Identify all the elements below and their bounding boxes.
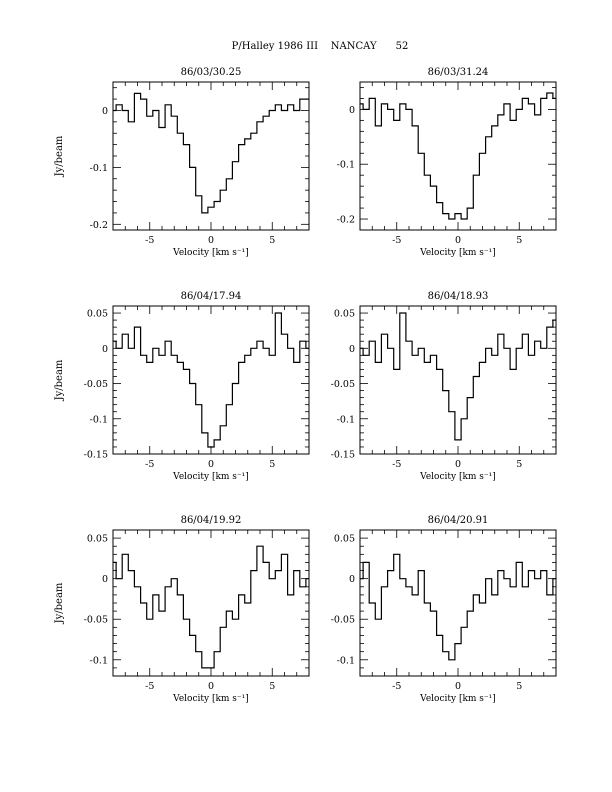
panel-5 <box>54 515 309 704</box>
x-tick-label: 5 <box>269 459 276 470</box>
y-tick-label: 0.05 <box>86 308 108 320</box>
spectrum-series <box>360 93 556 219</box>
x-tick-label: 0 <box>454 681 462 692</box>
y-tick-label: -0.1 <box>336 655 355 667</box>
x-tick-label: 5 <box>516 235 523 246</box>
y-axis-label: Jy/beam <box>54 359 65 401</box>
x-tick-label: -5 <box>145 459 155 470</box>
plot-frame <box>360 306 556 454</box>
panel-3 <box>54 291 309 482</box>
x-tick-label: 0 <box>207 459 215 470</box>
page-title: P/Halley 1986 III NANCAY 52 <box>231 41 409 52</box>
panel-title: 86/03/31.24 <box>427 67 489 78</box>
x-tick-label: 0 <box>454 235 462 246</box>
x-tick-label: 5 <box>516 681 523 692</box>
panel-4 <box>331 291 556 482</box>
y-tick-label: 0 <box>101 574 108 586</box>
panel-title: 86/04/17.94 <box>180 291 242 302</box>
panel-title: 86/04/19.92 <box>180 515 242 526</box>
y-tick-label: 0 <box>101 343 108 355</box>
y-tick-label: -0.1 <box>336 414 355 426</box>
x-tick-label: -5 <box>145 681 155 692</box>
y-tick-label: -0.05 <box>330 379 355 391</box>
y-tick-label: -0.05 <box>83 379 108 391</box>
spectrum-series <box>360 313 556 440</box>
y-tick-label: -0.2 <box>336 214 355 226</box>
y-tick-label: -0.2 <box>89 219 108 231</box>
plot-frame <box>360 530 556 676</box>
y-axis-label: Jy/beam <box>54 582 65 624</box>
y-tick-label: -0.1 <box>89 655 108 667</box>
y-tick-label: -0.1 <box>336 159 355 171</box>
x-axis-label: Velocity [km s⁻¹] <box>420 248 496 258</box>
x-axis-label: Velocity [km s⁻¹] <box>420 694 496 704</box>
x-tick-label: 0 <box>207 235 215 246</box>
y-tick-label: -0.1 <box>89 414 108 426</box>
spectrum-series <box>113 93 309 212</box>
panel-title: 86/03/30.25 <box>180 67 242 78</box>
y-tick-label: 0 <box>348 104 355 116</box>
panel-6 <box>331 515 556 704</box>
y-tick-label: -0.1 <box>89 162 108 174</box>
x-tick-label: 5 <box>516 459 523 470</box>
x-axis-label: Velocity [km s⁻¹] <box>173 472 249 482</box>
x-tick-label: -5 <box>392 681 402 692</box>
spectrum-series <box>113 313 309 447</box>
y-tick-label: 0 <box>348 574 355 586</box>
x-tick-label: 5 <box>269 681 276 692</box>
panel-1 <box>54 67 309 258</box>
x-tick-label: 0 <box>207 681 215 692</box>
y-tick-label: -0.05 <box>83 614 108 626</box>
y-tick-label: 0.05 <box>333 308 355 320</box>
plot-frame <box>360 82 556 230</box>
panel-2 <box>337 67 556 258</box>
panels <box>54 67 556 704</box>
spectrum-series <box>360 554 556 660</box>
panel-title: 86/04/18.93 <box>427 291 489 302</box>
y-tick-label: -0.15 <box>83 449 108 461</box>
x-axis-label: Velocity [km s⁻¹] <box>173 248 249 258</box>
y-tick-label: 0 <box>348 343 355 355</box>
y-tick-label: -0.15 <box>330 449 355 461</box>
plot-frame <box>113 306 309 454</box>
y-tick-label: 0.05 <box>333 533 355 545</box>
x-axis-label: Velocity [km s⁻¹] <box>173 694 249 704</box>
x-tick-label: 0 <box>454 459 462 470</box>
spectrum-series <box>113 546 309 668</box>
y-tick-label: -0.05 <box>330 614 355 626</box>
x-tick-label: -5 <box>392 235 402 246</box>
x-tick-label: 5 <box>269 235 276 246</box>
x-tick-label: -5 <box>145 235 155 246</box>
y-tick-label: 0 <box>101 105 108 117</box>
y-axis-label: Jy/beam <box>54 135 65 177</box>
x-axis-label: Velocity [km s⁻¹] <box>420 472 496 482</box>
panel-title: 86/04/20.91 <box>427 515 489 526</box>
y-tick-label: 0.05 <box>86 533 108 545</box>
x-tick-label: -5 <box>392 459 402 470</box>
